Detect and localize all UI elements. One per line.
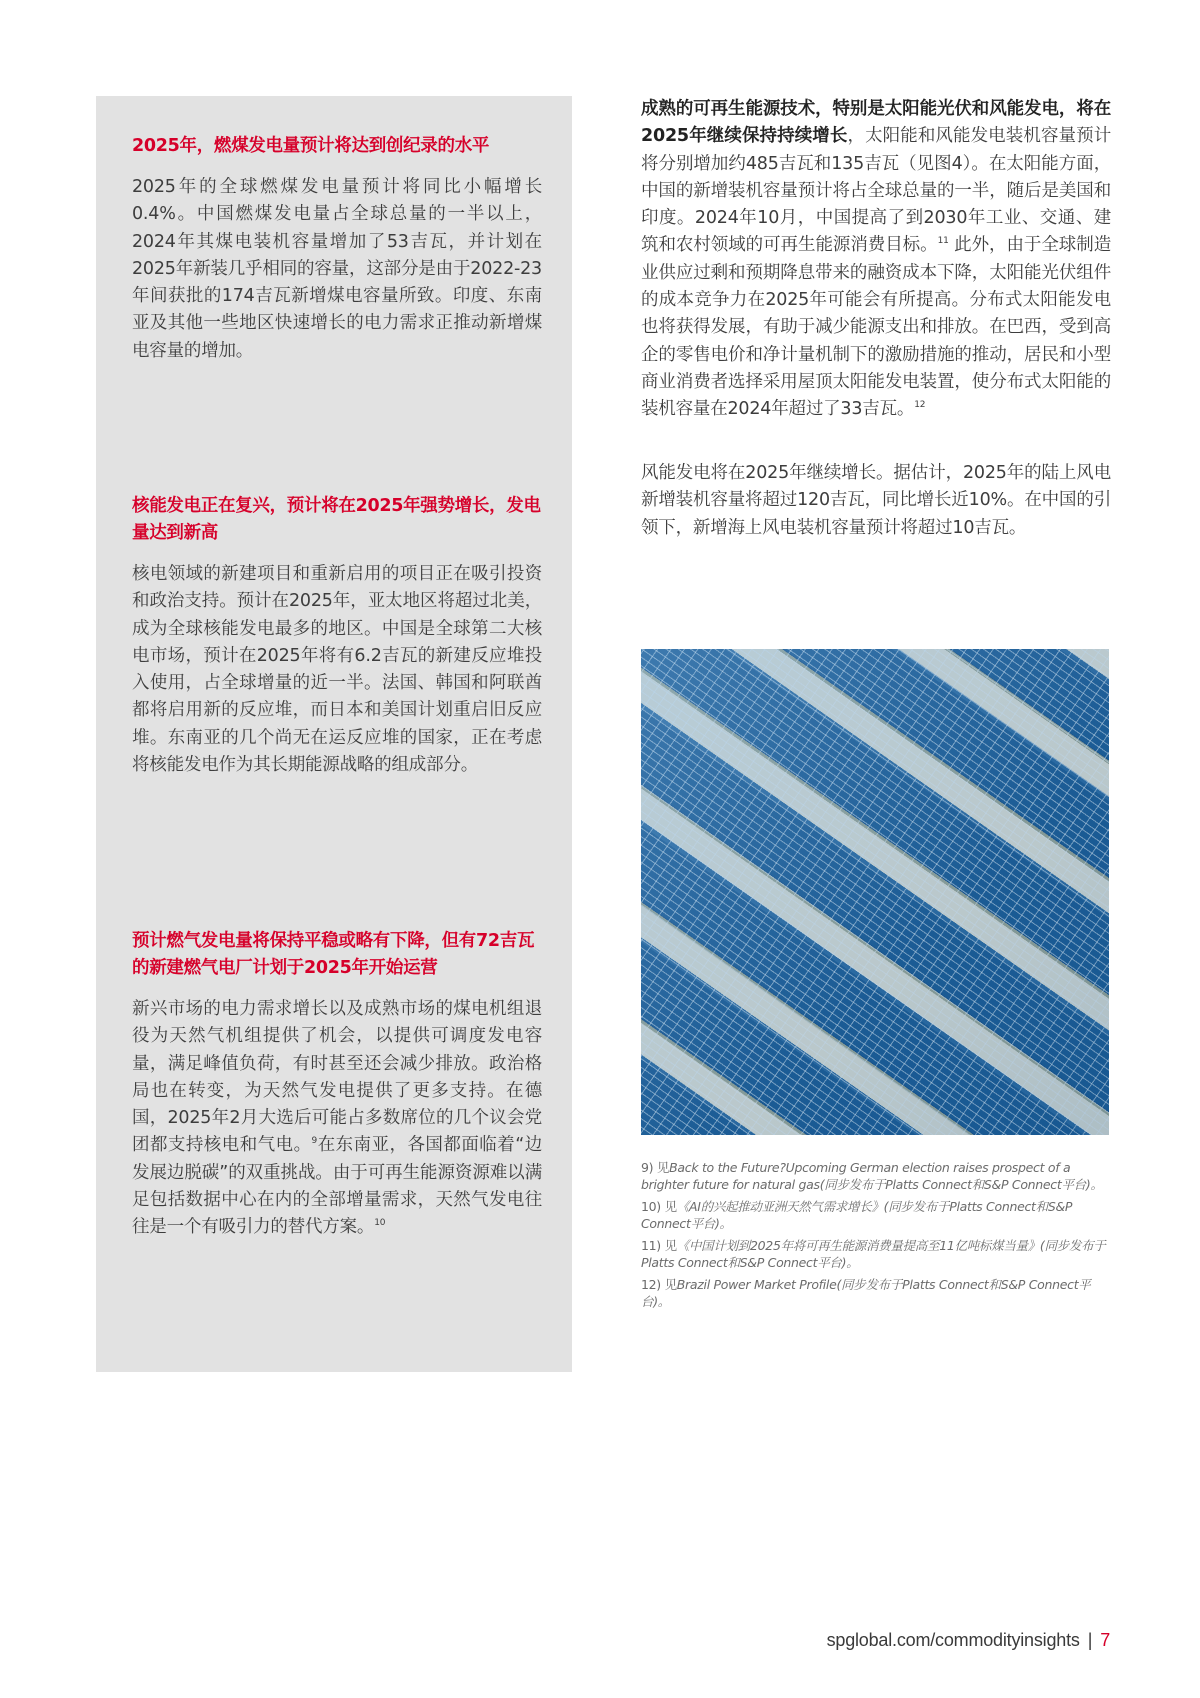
footnote-9 [641,1160,1111,1193]
footnote-prefix: 见 [656,1160,670,1175]
gas-body-part1: 新兴市场的电力需求增长以及成熟市场的煤电机组退役为天然气机组提供了机会，以提供可调度发电容量，满足峰值负荷，有时甚至还会减少排放。政治格局也在转变，为天然气发电提供了更多支持。在德国，2025年2月大选后可能占多数席位的几个议会党团都支持核电和气电。 [132,999,542,1156]
footnote-10 [641,1199,1111,1232]
footer-separator: | [1087,1630,1093,1650]
footnote-suffix: (同步发布于Platts Connect和S&P Connect平台)。 [641,1277,1091,1309]
section-nuclear [132,493,542,779]
page-footer [827,1630,1110,1651]
footnote-suffix: (同步发布于Platts Connect和S&P Connect平台)。 [641,1199,1073,1231]
footnote-prefix: 见 [664,1238,677,1253]
section-body-gas [132,996,542,1242]
footnote-link-title[interactable]: 《中国计划到2025年将可再生能源消费量提高至11亿吨标煤当量》 [676,1238,1040,1253]
renewables-body-a: ，太阳能和风能发电装机容量预计将分别增加约485吉瓦和135吉瓦（见图4）。在太阳能方面，中国的新增装机容量预计将占全球总量的一半，随后是美国和印度。2024年10月，中国提高了到2030年工业、交通、建筑和农村领域的可再生能源消费目标。 [641,126,1112,256]
section-title-coal: 2025年，燃煤发电量预计将达到创纪录的水平 [132,136,490,156]
footnote-num: 11) [641,1238,661,1253]
footnote-suffix: (同步发布于Platts Connect和S&P Connect平台)。 [819,1176,1103,1192]
renewables-text [641,96,1111,424]
renewables-body-b: 此外，由于全球制造业供应过剩和预期降息带来的融资成本下降，太阳能光伏组件的成本竞争力在2025年可能会有所提高。分布式太阳能发电也将获得发展，有助于减少能源支出和排放。在巴西，受到高企的零售电价和净计量机制下的激励措施的推动，居民和小型商业消费者选择采用屋顶太阳能发电装置，使分布式太阳能的装机容量在2024年超过了33吉瓦。 [641,235,1111,420]
renewables-lead: 成熟的可再生能源技术，特别是太阳能光伏和风能发电，将在2025年继续保持持续增长 [641,99,1111,147]
footnote-prefix: 见 [664,1199,677,1214]
section-coal [132,133,542,365]
footnote-prefix: 见 [664,1277,677,1292]
footnote-link-title[interactable]: Back to the Future?Upcoming German election raises prospect of a brighter future for natural gas [641,1160,1071,1192]
section-body-nuclear: 核电领域的新建项目和重新启用的项目正在吸引投资和政治支持。预计在2025年，亚太地区将超过北美，成为全球核能发电最多的地区。中国是全球第二大核电市场，预计在2025年将有6.2吉瓦的新建反应堆投入使用，占全球增量的近一半。法国、韩国和阿联酋都将启用新的反应堆，而日本和美国计划重启旧反应堆。东南亚的几个尚无在运反应堆的国家，正在考虑将核能发电作为其长期能源战略的组成部分。 [132,564,542,776]
footnote-suffix: (同步发布于Platts Connect和S&P Connect平台)。 [641,1238,1106,1270]
wind-paragraph [641,460,1111,542]
footer-url-link[interactable]: spglobal.com/commodityinsights [826,1630,1080,1650]
gas-body-part2: 在东南亚，各国都面临着“边发展边脱碳”的双重挑战。由于可再生能源资源难以满足包括数据中心在内的全部增量需求，天然气发电往往是一个有吸引力的替代方案。 [132,1135,543,1238]
photo-overlay [641,649,1109,1135]
footnote-link-title[interactable]: 《AI的兴起推动亚洲天然气需求增长》 [676,1199,884,1214]
footnote-num: 10) [641,1199,661,1214]
solar-panel-photo [641,649,1109,1135]
footnote-num: 9) [641,1160,654,1175]
section-body-coal: 2025年的全球燃煤发电量预计将同比小幅增长0.4%。中国燃煤发电量占全球总量的一半以上，2024年其煤电装机容量增加了53吉瓦，并计划在2025年新装几乎相同的容量，这部分是由于2022-23年间获批的174吉瓦新增煤电容量所致。印度、东南亚及其他一些地区快速增长的电力需求正推动新增煤电容量的增加。 [132,177,542,361]
section-gas [132,928,542,1242]
footnote-11 [641,1238,1111,1271]
section-title-nuclear: 核能发电正在复兴，预计将在2025年强势增长，发电量达到新高 [132,496,541,543]
page-number: 7 [1100,1630,1110,1650]
footnote-ref-11[interactable]: 11 [937,236,949,247]
wind-text: 风能发电将在2025年继续增长。据估计，2025年的陆上风电新增装机容量将超过120吉瓦，同比增长近10%。在中国的引领下，新增海上风电装机容量预计将超过10吉瓦。 [641,463,1111,538]
section-title-gas: 预计燃气发电量将保持平稳或略有下降，但有72吉瓦的新建燃气电厂计划于2025年开始运营 [132,931,535,978]
footnote-ref-9[interactable]: 9 [311,1136,318,1147]
footnotes [641,1160,1111,1316]
footnote-ref-10[interactable]: 10 [374,1218,386,1229]
footnote-ref-12[interactable]: 12 [914,400,926,411]
footnote-num: 12) [641,1277,661,1292]
footnote-link-title[interactable]: Brazil Power Market Profile [676,1277,837,1292]
renewables-paragraph [641,96,1111,424]
footnote-12 [641,1277,1111,1310]
